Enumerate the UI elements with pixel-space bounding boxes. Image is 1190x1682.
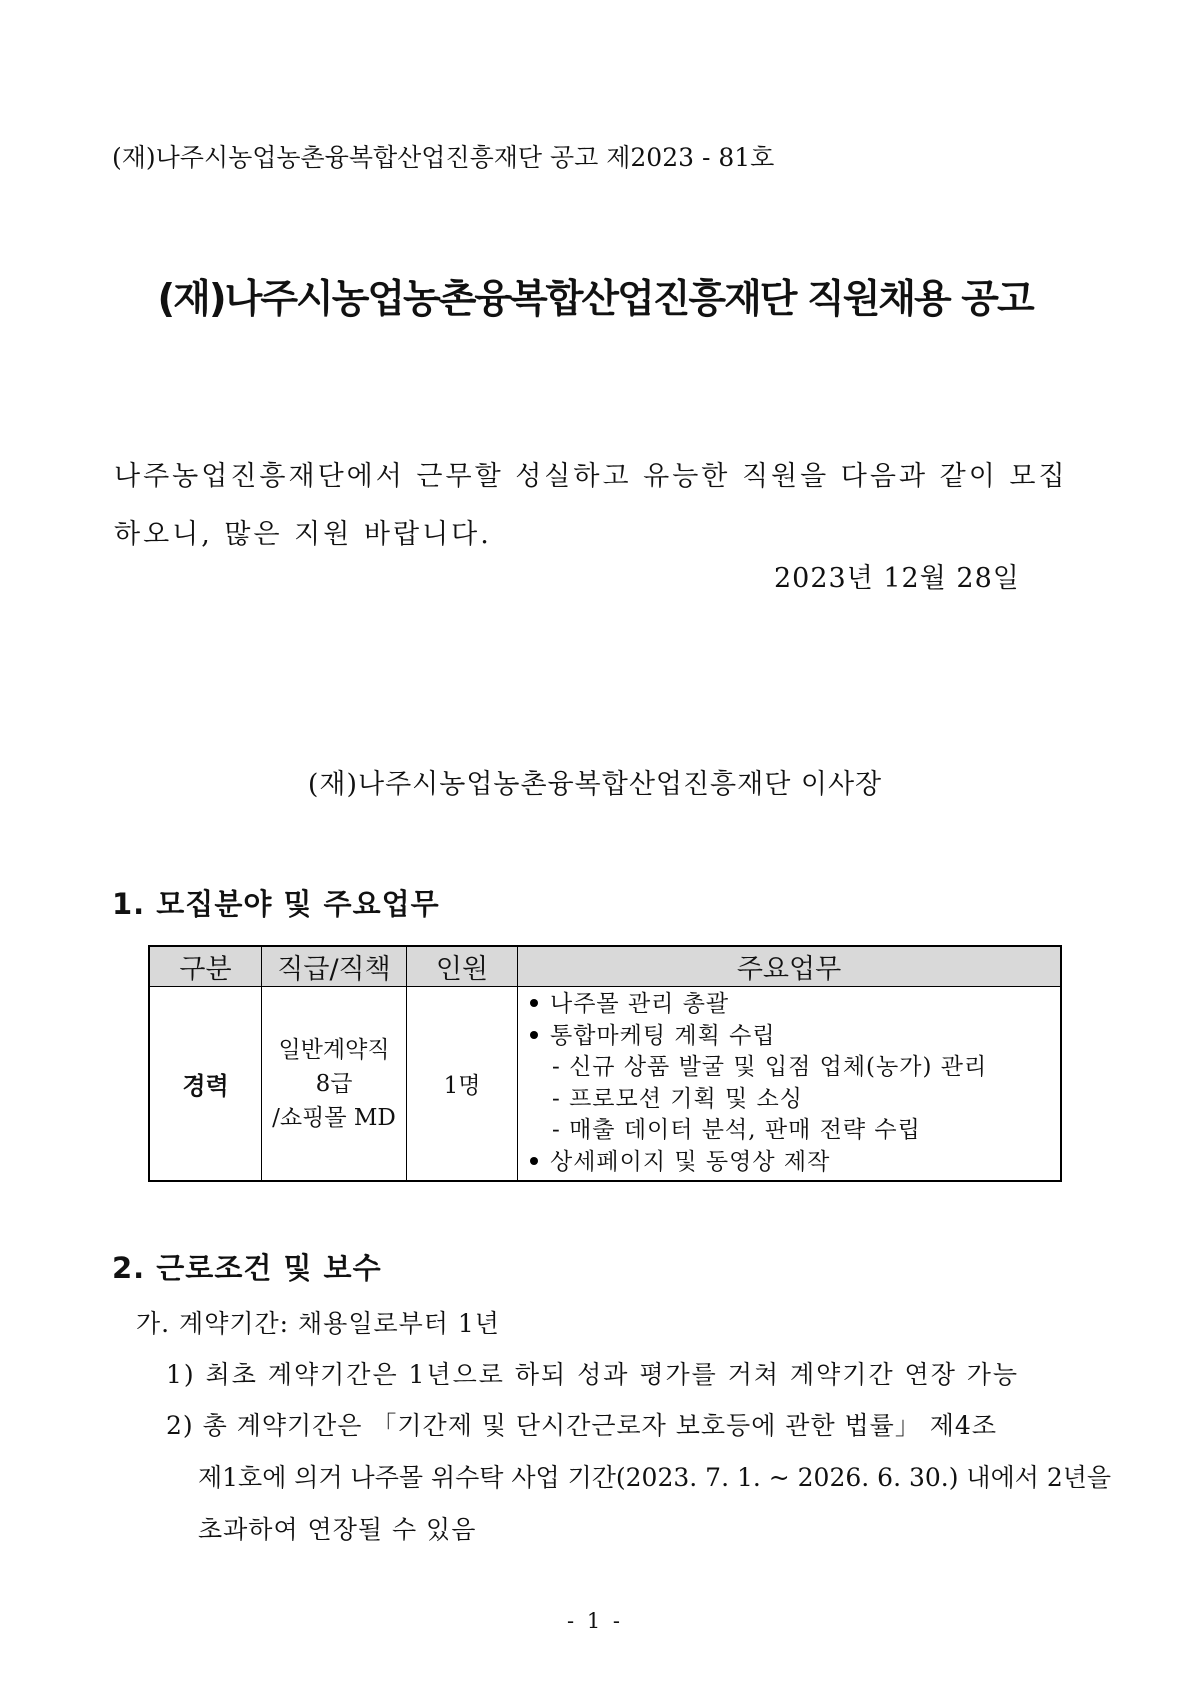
- condition-item-2: 2) 총 계약기간은 「기간제 및 단시간근로자 보호등에 관한 법률」 제4조: [166, 1411, 997, 1440]
- bullet-icon: [530, 1031, 538, 1039]
- cell-headcount: 1명: [407, 987, 518, 1182]
- notice-number: (재)나주시농업농촌융복합산업진흥재단 공고 제2023 - 81호: [112, 143, 775, 172]
- page-number: - 1 -: [567, 1609, 623, 1633]
- grade-line: 일반계약직: [278, 1036, 390, 1063]
- intro-paragraph: 나주농업진흥재단에서 근무할 성실하고 유능한 직원을 다음과 같이 모집하오니, 많은 지원 바랍니다.: [114, 461, 1068, 550]
- duty-subitem: - 매출 데이터 분석, 판매 전략 수립: [552, 1117, 921, 1143]
- header-cell-grade: 직급/직책: [262, 946, 407, 987]
- bullet-icon: [530, 1157, 538, 1165]
- page-title: (재)나주시농업농촌융복합산업진흥재단 직원채용 공고: [157, 277, 1033, 322]
- cell-category: 경력: [149, 987, 262, 1182]
- header-cell-duties: 주요업무: [518, 946, 1062, 987]
- condition-contract-period: 가. 계약기간: 채용일로부터 1년: [136, 1309, 500, 1338]
- table-row: [149, 987, 1061, 1182]
- header-cell-category: 구분: [149, 946, 262, 987]
- grade-line: 8급: [315, 1070, 353, 1097]
- duty-subitem: - 프로모션 기획 및 소싱: [552, 1085, 803, 1112]
- duty-text: 통합마케팅 계획 수립: [550, 1022, 776, 1049]
- announcement-date: 2023년 12월 28일: [774, 563, 1020, 594]
- condition-item-1: 1) 최초 계약기간은 1년으로 하되 성과 평가를 거쳐 계약기간 연장 가능: [166, 1360, 1020, 1389]
- section-heading-recruitment: 1. 모집분야 및 주요업무: [112, 887, 440, 921]
- cell-duties: [518, 987, 1062, 1182]
- cell-grade: [262, 987, 407, 1182]
- duty-item: [530, 1147, 1054, 1179]
- condition-item-2-continued: 제1호에 의거 나주몰 위수탁 사업 기간(2023. 7. 1. ~ 2026. 6. 30.) 내에서 2년을: [198, 1463, 1112, 1492]
- duty-text: 나주몰 관리 총괄: [550, 991, 730, 1017]
- grade-line: /쇼핑몰 MD: [272, 1104, 396, 1131]
- condition-item-2-continued: 초과하여 연장될 수 있음: [198, 1515, 477, 1544]
- duty-subitem: - 신규 상품 발굴 및 입점 업체(농가) 관리: [552, 1054, 988, 1080]
- issuer-signature: (재)나주시농업농촌융복합산업진흥재단 이사장: [307, 769, 883, 800]
- section-heading-conditions: 2. 근로조건 및 보수: [112, 1251, 382, 1285]
- duty-text: 상세페이지 및 동영상 제작: [550, 1148, 831, 1175]
- duty-item: [530, 989, 1054, 1021]
- recruitment-table: [148, 945, 1062, 1182]
- table-header-row: [149, 946, 1061, 987]
- bullet-icon: [530, 999, 538, 1007]
- duty-item: [530, 1021, 1054, 1053]
- header-cell-headcount: 인원: [407, 946, 518, 987]
